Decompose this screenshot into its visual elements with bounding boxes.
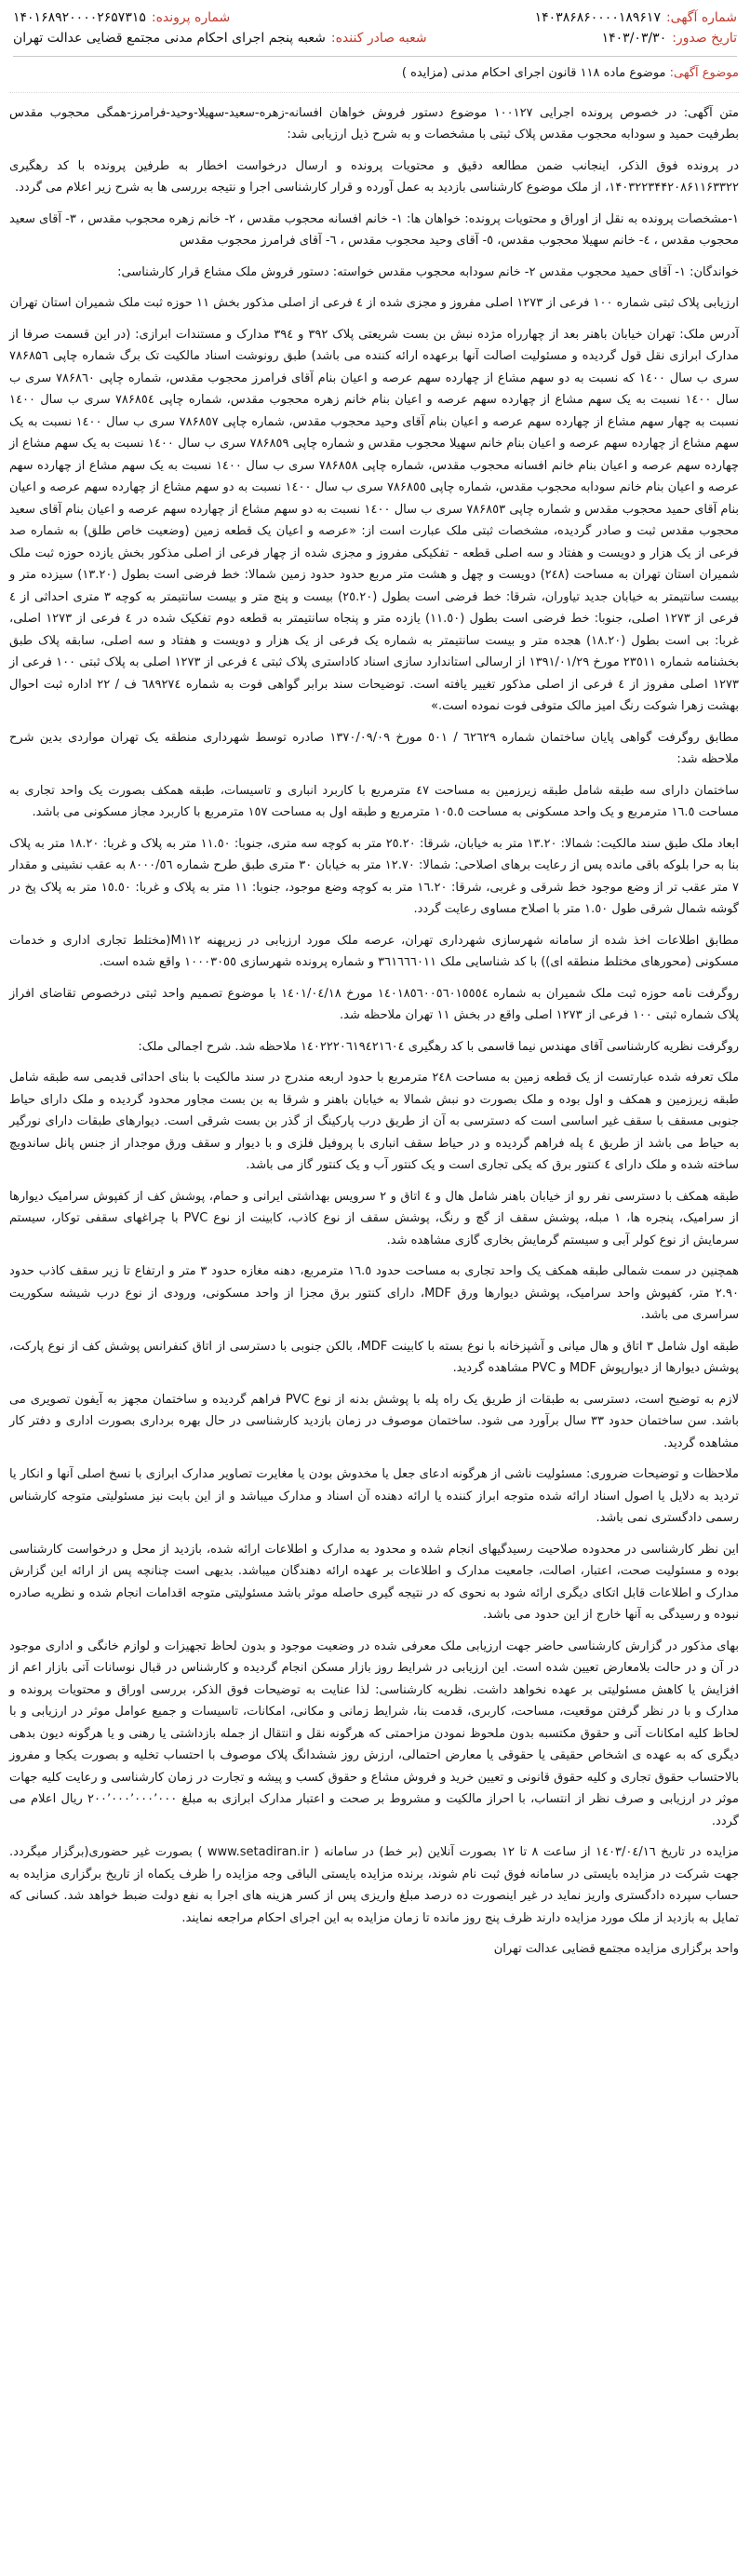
header-row-1: [13, 7, 737, 28]
paragraph: روگرفت نظریه کارشناسی آقای مهندس نیما قاسمی با کد رهگیری ۱٤۰۲۲۲۰٦۱۹٤۲۱٦۰٤ ملاحظه شد. شرح اجمالی ملک:: [138, 1039, 739, 1054]
subject-label: موضوع آگهی:: [669, 66, 739, 80]
header-row-2: [13, 28, 737, 48]
subject-line: [9, 62, 739, 85]
paragraph: همچنین در سمت شمالی طبقه همکف یک واحد تجاری به مساحت حدود ۱٦.٥ مترمربع، دهنه مغازه حدود ۳ متر و ارتفاع تا زیر سقف کاذب حدود ۲.٩۰ متر، کفپوش واحد سرامیک، پوشش دیوارها ورق MDF، دارای کنتور برق مجزا از واحد مسکونی، ورودی از نوع درب شیشه سکوریت سراسری می باشد.: [9, 1264, 740, 1322]
paragraph: ارزیابی پلاک ثبتی شماره ۱۰۰ فرعی از ۱۲۷۳ اصلی مفروز و مجزی شده از ٤ فرعی از اصلی مذکور بخش ۱۱ حوزه ثبت ملک شمیران استان تهران: [9, 296, 739, 310]
issue-date: [602, 28, 737, 48]
paragraph: طبقه همکف با دسترسی نفر رو از خیابان باهنر شامل هال و ٤ اتاق و ۲ سرویس بهداشتی ایرانی و حمام، پوشش کف از کفپوش سرامیک دیوارها از سرامیک، پنجره ها، ۱ مبله، پوشش سقف از گچ و رنگ، پوشش سقف از نوع کاذب، کابینت از نوع PVC با چراغهای سقفی توکار، سیستم سرمایش از نوع کولر آبی و سیستم گرمایش بخاری گازی مشاهده شد.: [9, 1189, 739, 1248]
issuer-label: شعبه صادر کننده:: [330, 31, 427, 46]
paragraph: مطابق روگرفت گواهی پایان ساختمان شماره ٦۲٦۲۹ / ٥۰۱ مورخ ۱۳۷۰/۰۹/۰۹ صادره توسط شهرداری منطقه یک تهران مواردی بدین شرح ملاحظه شد:: [9, 730, 739, 766]
paragraph: خواندگان: ۱- آقای حمید محجوب مقدس ۲- خانم سودابه محجوب مقدس خواسته: دستور فروش ملک مشاع قرار کارشناسی:: [117, 264, 739, 279]
paragraph: ابعاد ملک طبق سند مالکیت: شمالا: ۱۳.۲۰ متر به خیابان، شرقا: ۲٥.۲۰ متر به کوچه سه متری، جنوبا: ۱۱.٥۰ متر به پلاک و غربا: ۱۸.۲۰ متر به پلاک بنا به حرا بلوکه باقی مانده پس از رعایت برهای اصلاحی: شمالا: ۱۲.۷۰ متر به خیابان ۳۰ متری طبق طرح شماره ۸۰۰۰/٥٦ به عقب نشینی و مقدار ۷ متر عقب تر از وضع موجود خط شرقی و غربی، شرقا: ۱٦.۲۰ متر به کوچه وضع موجود، جنوبا: ۱۱ متر به پلاک و غربا: ۱٥.٥۰ متر به پلاک پخ در گوشه شمال شرقی طول ۱.٥۰ متر با اصلاح مساوی رعایت گردد.: [9, 836, 739, 916]
paragraph: در پرونده فوق الذکر، اینجانب ضمن مطالعه دقیق و محتویات پرونده و ارسال درخواست اخطار به طرفین پرونده با کد رهگیری ۱۴۰۳۲۲۳۴۴۲۰۸۶۱۱۶۳۳۲۲، از ملک موضوع کارشناسی بازدید به عمل آورده و قرار کارشناسی اجرا و نتیجه بررسی ها به شرح زیر اعلام می گردد.: [9, 158, 739, 195]
issue-date-value: ۱۴۰۳/۰۳/۳۰: [601, 31, 667, 46]
subject-text: موضوع ماده ۱۱۸ قانون اجرای احکام مدنی (مزایده ): [401, 66, 666, 80]
notice-header: [0, 4, 750, 57]
subject-divider: [9, 92, 739, 93]
file-number-value: ۱۴۰۱۶۸۹۲۰۰۰۰۲۶۵۷۳۱۵: [13, 10, 146, 25]
paragraph: طبقه اول شامل ۳ اتاق و هال میانی و آشپزخانه با نوع بسته با کابینت MDF، بالکن جنوبی با دسترسی از اتاق کنفرانس پوشش کف از نوع پارکت، پوشش دیوارها از دیوارپوش MDF و PVC مشاهده گردید.: [9, 1339, 739, 1375]
paragraph: بهای مذکور در گزارش کارشناسی حاضر جهت ارزیابی ملک معرفی شده در وضعیت موجود و بدون لحاظ تجهیزات و لوازم خانگی و اداری موجود در آن و در حالت بلامعارض تعیین شده است. این ارزیابی در شرایط روز بازار مسکن انجام گردیده و کارشناس در قبال نوسانات آتی بازار اعم از افزایش یا کاهش مسئولیتی بر عهده نخواهد داشت. نظریه کارشناسی: لذا عنایت به توضیحات فوق الذکر، بررسی اوراق و محتویات پرونده و مدارک و با در نظر گرفتن موقعیت، مساحت، کاربری، قدمت بنا، شرایط زمانی و مکانی، امکانات، تاسیسات و جمیع عوامل موثر در ارزیابی و با لحاظ کلیه امکانات آتی و حقوق مکتسبه بدون ملحوظ نمودن مزاحمتی که هرگونه نقل و انتقال از جمله بازداشتی یا رهنی و یا هرگونه دیون بدهی دیگری که به عهده ی اشخاص حقیقی یا حقوقی یا معارض احتمالی، ارزش روز ششدانگ پلاک موصوف با احتساب تخلیه و بصورت یکجا و مفروز بالاحتساب حقوق تجاری و کلیه حقوق قانونی و تعیین خرید و فروش مشاع و حقوق کسب و پیشه و تجارت در زمان کارشناسی و رعایت کلیه جهات موثر در ارزیابی و صرف نظر از انتساب، با احراز مالکیت و مشروط بر صحت و اعتبار مدارک ابرازی به مبلغ ۲۰۰٬۰۰۰٬۰۰۰٬۰۰۰ ریال اعلام می گردد.: [9, 1639, 739, 1828]
issuer-value: شعبه پنجم اجرای احکام مدنی مجتمع قضایی عدالت تهران: [13, 31, 326, 46]
paragraph: مزایده در تاریخ ۱٤۰۳/۰٤/۱٦ از ساعت ۸ تا ۱۲ بصورت آنلاین (بر خط) در سامانه ( www.setadiran.ir ) بصورت غیر حضوری(برگزار میگردد. جهت شرکت در مزایده بایستی در سامانه فوق ثبت نام شوند، برنده مزایده بایستی الباقی وجه مزایده را ظرف یکماه از تاریخ برگزاری مزایده به حساب سپرده دادگستری واریز نماید در غیر اینصورت ده درصد مبلغ واریزی پس از کسر هزینه های اجرا به نفع دولت ضبط خواهد شد. کسانی که تمایل به بازدید از ملک مورد مزایده دارند ظرف پنج روز مانده تا زمان مزایده به این اجرای احکام مراجعه نمایند.: [9, 1845, 740, 1925]
paragraph: این نظر کارشناسی در محدوده صلاحیت رسیدگیهای انجام شده و محدود به مدارک و اطلاعات ارائه شده، بازدید از محل و درخواست کارشناسی بوده و مسئولیت صحت، اعتبار، اصالت، جامعیت مدارک و اطلاعات بر عهده ارائه دهندگان میباشد. بدیهی است چنانچه پس از ارائه این گزارش مدارک و اطلاعات قابل اتکای دیگری ارائه شود به نحوی که در نتیجه گیری حاصله موثر باشد مسئولیتی متوجه اقدامات انجام شده و نظریه صادره نبوده و رسیدگی به آنها خارج از این حدود می باشد.: [9, 1542, 739, 1622]
ad-number: [535, 7, 737, 28]
ad-number-value: ۱۴۰۳۸۶۸۶۰۰۰۰۱۸۹۶۱۷: [534, 10, 661, 25]
paragraph: ۱-مشخصات پرونده به نقل از اوراق و محتویات پرونده: خواهان ها: ۱- خانم افسانه محجوب مقدس ، ۲- خانم زهره محجوب مقدس ، ۳- آقای سعید محجوب مقدس ، ٤- خانم سهیلا محجوب مقدس، ٥- آقای وحید محجوب مقدس ، ٦- آقای فرامرز محجوب مقدس: [9, 211, 739, 248]
ad-number-label: شماره آگهی:: [665, 10, 737, 25]
signature-line: واحد برگزاری مزایده مجتمع قضایی عدالت تهران: [493, 1942, 739, 1956]
file-number-label: شماره پرونده:: [151, 10, 231, 25]
issue-date-label: تاریخ صدور:: [672, 31, 737, 46]
paragraph: ملاحظات و توضیحات ضروری: مسئولیت ناشی از هرگونه ادعای جعل یا مخدوش بودن یا مغایرت تصاویر مدارک ابرازی با نسخ اصلی آنها و انکار یا تردید به دلایل یا اصول اسناد ارائه شده متوجه ابراز کننده یا ارائه دهنده آن اسناد و مدارک میباشد و از این بابت نیز مسئولیتی متوجه کارشناس رسمی دادگستری نمی باشد.: [9, 1467, 739, 1525]
header-divider: [13, 56, 737, 57]
paragraph: ساختمان دارای سه طبقه شامل طبقه زیرزمین به مساحت ٤۷ مترمربع با کاربرد انباری و تاسیسات، طبقه همکف بصورت یک واحد تجاری به مساحت ۱٦.٥ مترمربع و یک واحد مسکونی به مساحت ۱۰٥.٥ مترمربع و طبقه اول به مساحت ۱٥۷ مترمربع با کاربرد مجاز مسکونی می باشد.: [9, 783, 740, 819]
paragraph: روگرفت نامه حوزه ثبت ملک شمیران به شماره ۱٤۰۱۸٥٦۰۰٥٦۰۱٥٥٥٤ مورخ ۱٤۰۱/۰٤/۱۸ با موضوع تصمیم واحد ثبتی درخصوص تقاضای افراز پلاک شماره ثبتی ۱۰۰ فرعی از ۱۲۷۳ اصلی واقع در بخش ۱۱ تهران ملاحظه شد.: [9, 986, 739, 1022]
paragraph: مطابق اطلاعات اخذ شده از سامانه شهرسازی شهرداری تهران، عرصه ملک مورد ارزیابی در زیرپهنه M۱۱۲(مختلط تجاری اداری و خدمات مسکونی (محورهای مختلط منطقه ای)) با کد شناسایی ملک ۳٦۱٦٦٦۰۱۱ و شماره پرونده شهرسازی ۱۰۰۰۳۰٥٥ واقع شده است.: [9, 933, 739, 969]
issuer: [13, 28, 427, 48]
paragraph: متن آگهی: در خصوص پرونده اجرایی ۱۰۰۱۲۷ موضوع دستور فروش خواهان افسانه-زهره-سعید-سهیلا-وحید-فرامرز-همگی محجوب مقدس بطرفیت حمید و سودابه محجوب مقدس پلاک ثبتی با مشخصات و به شرح ذیل ارزیابی شد:: [9, 105, 739, 142]
file-number: [13, 7, 230, 28]
paragraph: ملک تعرفه شده عبارتست از یک قطعه زمین به مساحت ۲٤۸ مترمربع با حدود اربعه مندرج در سند مالکیت با بنای احداثی قدیمی سه طبقه شامل طبقه زیرزمین و همکف و اول بوده و ملک بصورت دو نبش شمالا به خیابان باهنر و شرقا به بن بست مجاور محدود گردیده و ملک دارای حیاط جنوبی مسقف با سقف غیر اساسی است که دسترسی به آن از طریق درب پارکینگ از گذر بن بست شرقی است. دیوارهای طبقات دارای نورگیر به حیاط می باشد از طریق ٤ پله فراهم گردیده و در حیاط سقف انباری با پروفیل فلزی و با دیوار و سقف ورق موجدار از جنس پانل ساندویچ ساخته شده و ملک دارای ٤ کنتور برق که یکی تجاری است و یک کنتور آب و یک کنتور گاز می باشد.: [9, 1071, 739, 1172]
paragraph: آدرس ملک: تهران خیابان باهنر بعد از چهارراه مژده نبش بن بست شریعتی پلاک ۳۹۲ و ۳۹٤ مدارک و مستندات ابرازی: (در این قسمت صرفا از مدارک ابرازی نقل قول گردیده و مسئولیت اصالت آنها برعهده ارائه کننده می باشد) طبق رونوشت اسناد مالکیت تک برگ شماره چاپی ۷۸۶۸۵٦ سری ب سال ۱٤۰۰ که نسبت به دو سهم مشاع از چهارده سهم عرصه و اعیان بنام آقای فرامرز محجوب مقدس، شماره چاپی ۷۸۶۸٦۰ سری ب سال ۱٤۰۰ نسبت به یک سهم مشاع از چهارده سهم عرصه و اعیان بنام خانم زهره محجوب مقدس، شماره چاپی ۷۸۶۸٥٤ سری ب سال ۱٤۰۰ نسبت به چهار سهم مشاع از چهارده سهم عرصه و اعیان بنام آقای وحید محجوب مقدس، شماره چاپی ۷۸۶۸٥۷ سری ب سال ۱٤۰۰ نسبت به یک سهم مشاع از چهارده سهم عرصه و اعیان بنام خانم سهیلا محجوب مقدس و شماره چاپی ۷۸۶۸٥۹ سری ب سال ۱٤۰۰ نسبت به یک سهم مشاع از چهارده سهم عرصه و اعیان بنام خانم افسانه محجوب مقدس، شماره چاپی ۷۸۶۸٥۸ سری ب سال ۱٤۰۰ نسبت به یک سهم مشاع از چهارده سهم عرصه و اعیان بنام خانم سودابه محجوب مقدس، شماره چاپی ۷۸۶۸٥٥ سری ب سال ۱٤۰۰ نسبت به دو سهم مشاع از چهارده سهم عرصه و اعیان بنام آقای حمید محجوب مقدس و شماره چاپی ۷۸۶۸٥۳ سری ب سال ۱٤۰۰ نسبت به دو سهم مشاع از چهارده سهم عرصه و اعیان بنام آقای سعید محجوب مقدس ثبت و صادر گردیده، مشخصات ثبتی ملک عبارت است از: «عرصه و اعیان یک قطعه زمین (وضعیت خاص طلق) به شماره صد فرعی از یک هزار و دویست و هفتاد و سه اصلی قطعه - تفکیکی مفروز و مجزی شده از چهار فرعی از اصلی مذکور بخش یازده حوزه ثبت ملک شمیران استان تهران به مساحت (۲٤۸) دویست و چهل و هشت متر مربع حدود حدود زمین شمالا: خط فرضی است بطول (۱۳.۲۰) سیزده متر و بیست سانتیمتر به خیابان جدید تیاوران، شرقا: خط فرضی است بطول (۲٥.۲۰) بیست و پنج متر و بیست سانتیمتر به کوچه ۳ متری احداثی از ٤ فرعی از ۱۲۷۳ اصلی، جنوبا: خط فرضی است بطول (۱۱.٥۰) یازده متر و پنجاه سانتیمتر به قطعه دوم تفکیک شده در ٤ فرعی از ۱۲۷۳ اصلی، غربا: بی است بطول (۱۸.۲۰) هجده متر و بیست سانتیمتر به شماره یک فرعی از یک هزار و دویست و هفتاد و سه اصلی، سابقه پلاک طبق بخشنامه شماره ۲۳٥۱۱ مورخ ۱۳۹۱/۰۱/۲۹ از ارسالی استاندارد سازی اسناد کاداستری پلاک ثبتی ٤ فرعی از ۱۲۷۳ اصلی به پلاک ثبتی ۱۰۰ فرعی از ۱۲۷۳ اصلی مفروز از ٤ فرعی از اصلی مذکور تغییر یافته است. توضیحات سند برابر گواهی فوت به شماره ٦۸۹۲۷٤ ف / ۲۲ اداره ثبت احوال بهشت زهرا شوکت رنگ امیز مالک متوفی فوت نموده است.»: [9, 327, 740, 713]
notice-body: [0, 62, 750, 1961]
paragraph: لازم به توضیح است، دسترسی به طبقات از طریق یک راه پله با پوشش بدنه از نوع PVC فراهم گردیده و ساختمان مجهز به آیفون تصویری می باشد. سن ساختمان حدود ۳۳ سال برآورد می شود. ساختمان موصوف در زمان بازدید کارشناسی در حال بهره برداری بصورت اداری و دفتر کار مشاهده گردید.: [9, 1392, 739, 1450]
